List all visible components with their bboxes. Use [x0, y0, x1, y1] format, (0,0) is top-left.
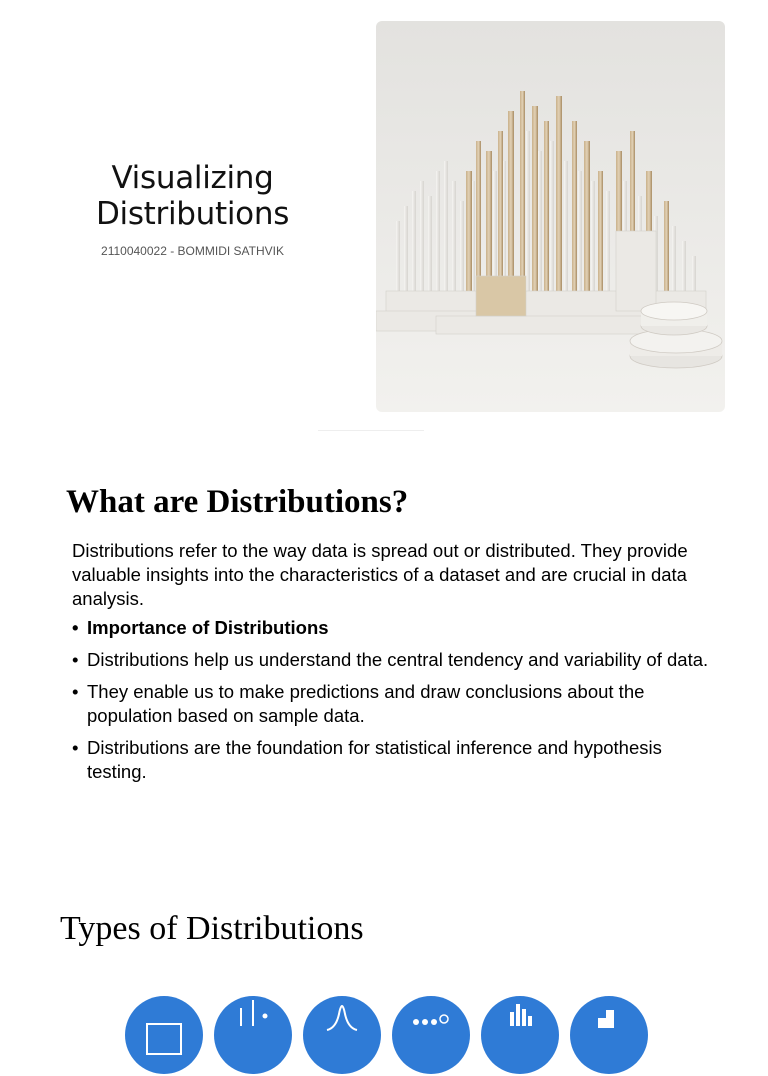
author-subtitle: 2110040022 - BOMMIDI SATHVIK [101, 244, 284, 258]
bullet-text: Distributions help us understand the central tendency and variability of data. [87, 649, 709, 670]
title-block [60, 160, 325, 258]
title-line-1: Visualizing [111, 160, 274, 196]
bar-histogram-icon [481, 996, 559, 1074]
bullet-dot: • [72, 681, 79, 702]
bullet-item [72, 680, 722, 728]
hero-image [376, 21, 725, 412]
bullet-text: Distributions are the foundation for statistical inference and hypothesis testing. [87, 737, 662, 782]
abstract-distribution-sculpture-image [376, 21, 725, 412]
types-heading: Types of Distributions [60, 910, 364, 947]
dot-sequence-icon [392, 996, 470, 1074]
bullet-item [72, 616, 722, 640]
slide-divider [318, 430, 424, 431]
bullet-list [72, 616, 722, 792]
bullet-item [72, 736, 722, 784]
bullet-text: They enable us to make predictions and draw conclusions about the population based on sample data. [87, 681, 645, 726]
bullet-dot: • [72, 649, 79, 670]
title-slide [0, 0, 768, 432]
slide-title [60, 160, 325, 232]
block-distribution-icon [570, 996, 648, 1074]
bullet-text: Importance of Distributions [87, 617, 329, 638]
intro-paragraph: Distributions refer to the way data is spread out or distributed. They provide valuable insights into the characteristics of a dataset and are crucial in data analysis. [72, 540, 688, 609]
bullet-item [72, 648, 722, 672]
uniform-distribution-icon [125, 996, 203, 1074]
bullet-dot: • [72, 617, 79, 638]
section-heading: What are Distributions? [66, 484, 409, 520]
bullet-dot: • [72, 737, 79, 758]
scatter-distribution-icon [214, 996, 292, 1074]
normal-distribution-icon [303, 996, 381, 1074]
title-line-2: Distributions [95, 196, 290, 232]
